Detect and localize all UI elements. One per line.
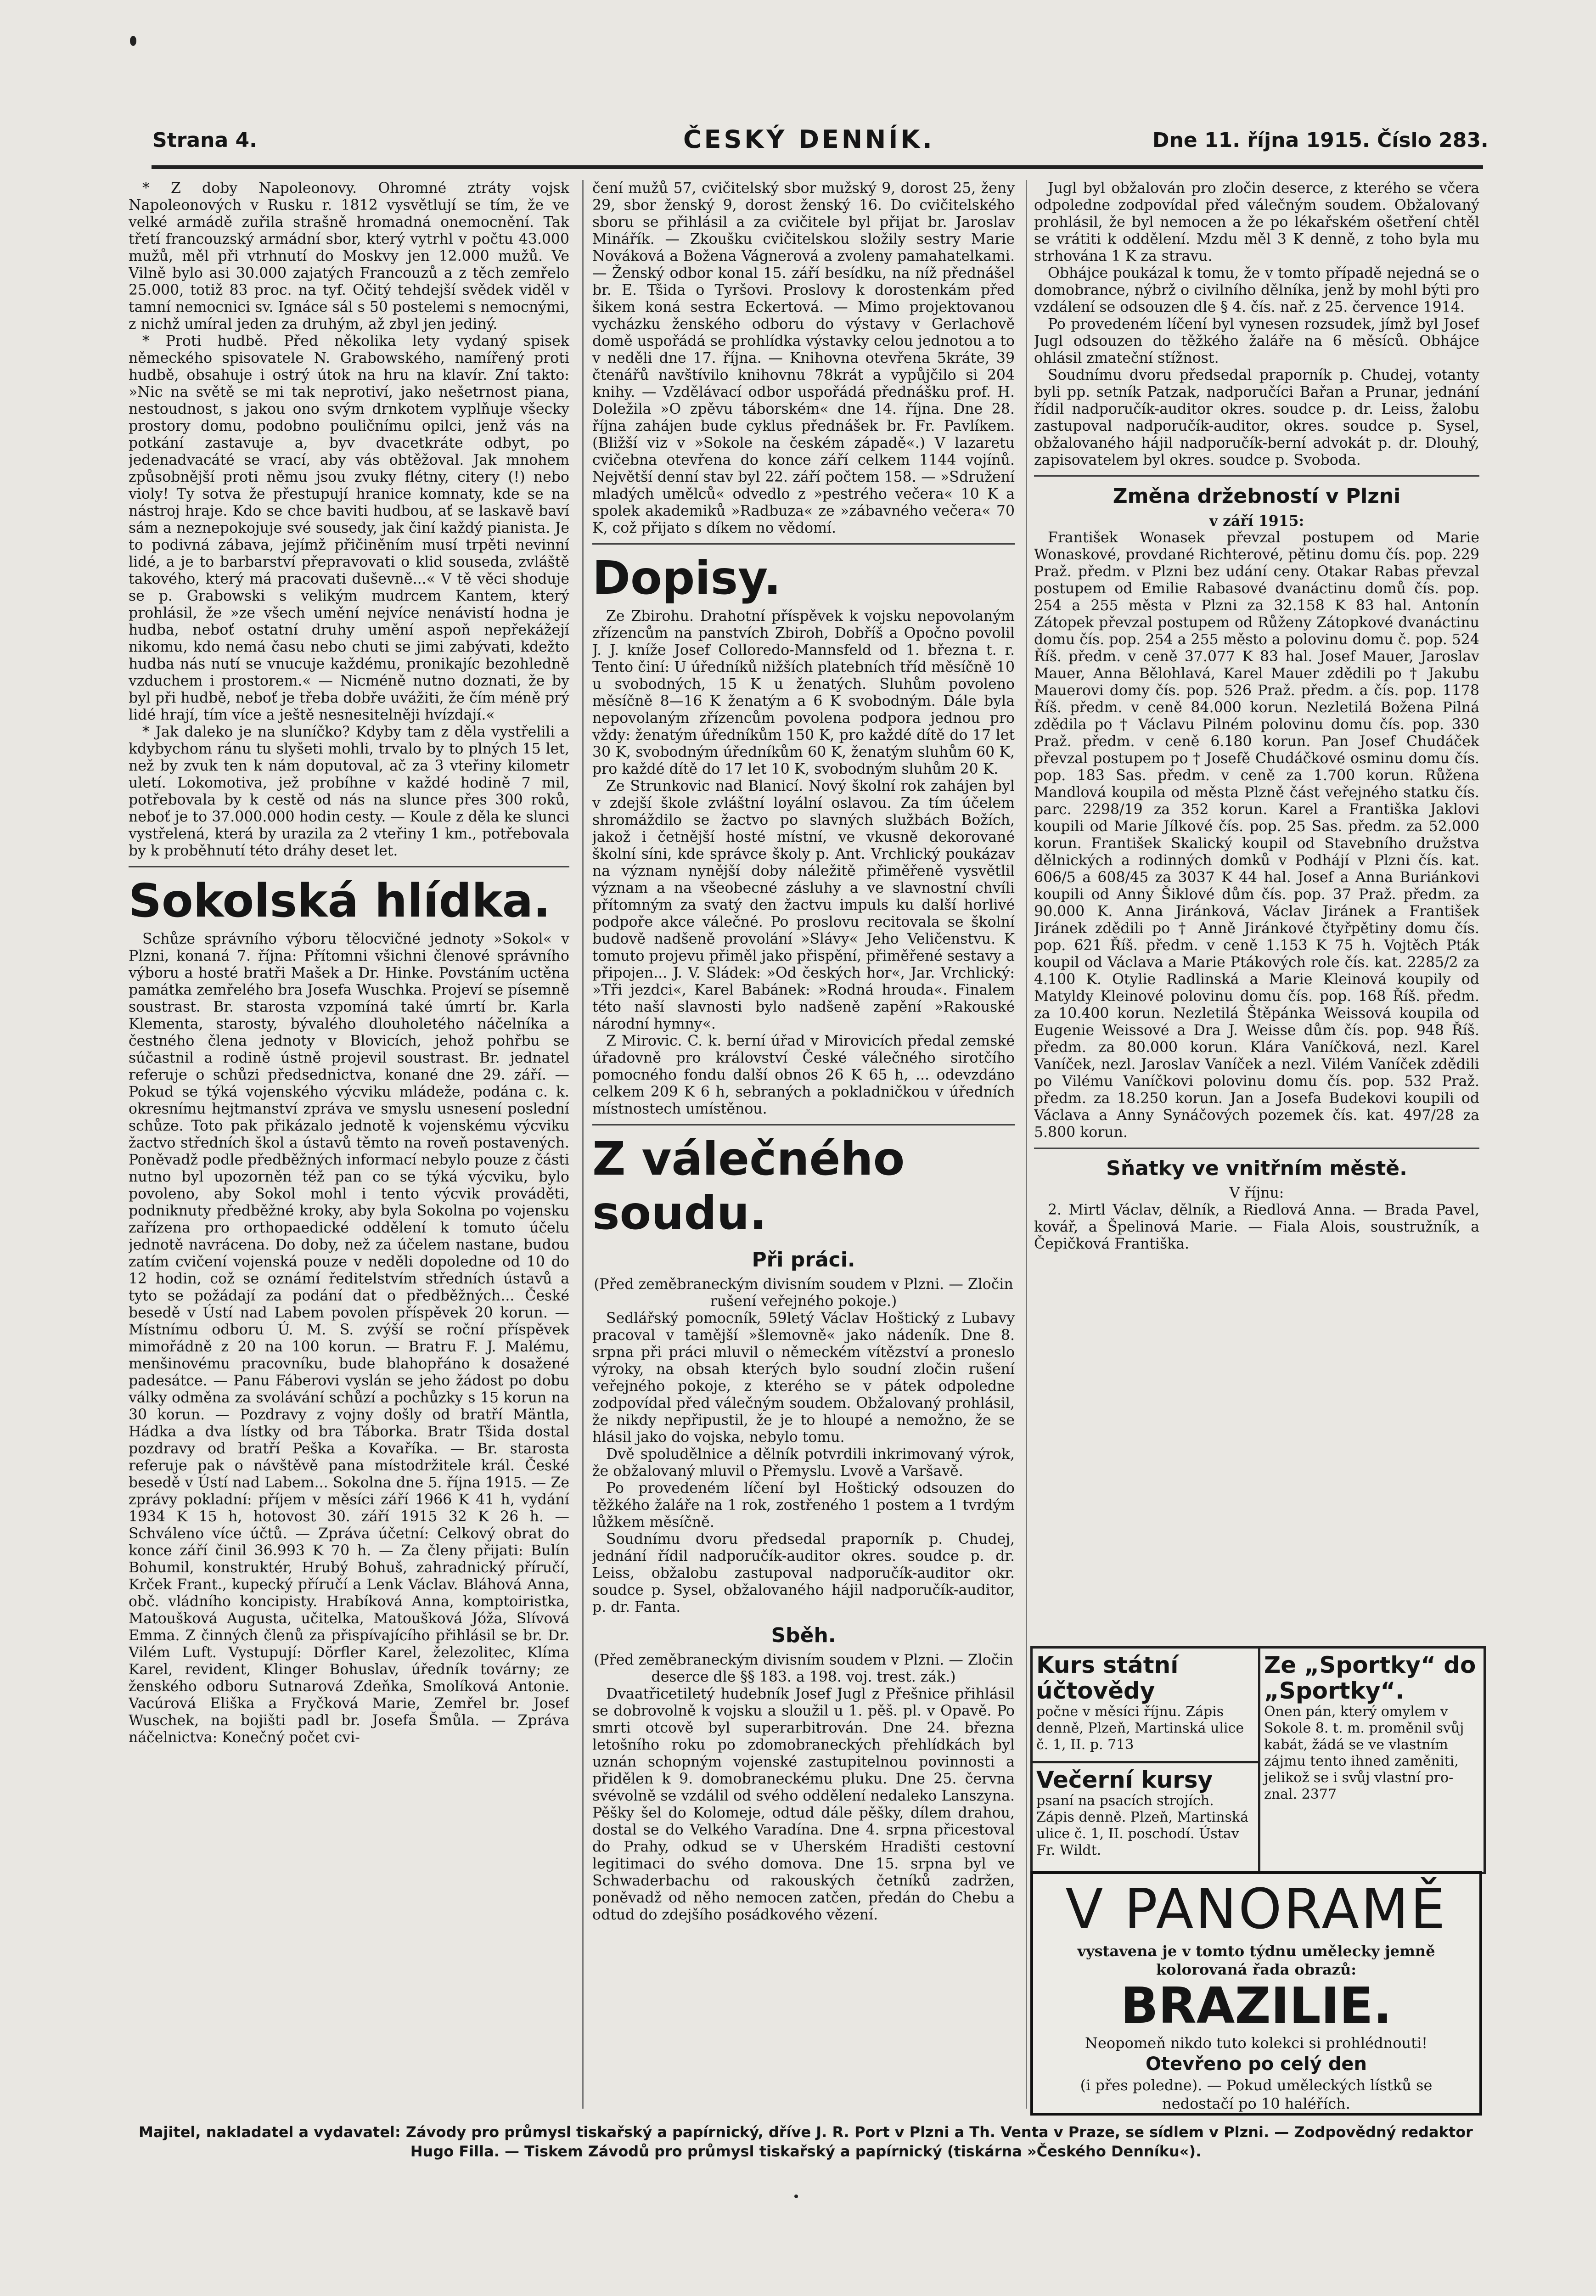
- case-text: Po provedeném líčení byl vynesen rozsudek, jímž byl Josef Jugl odsouzen do těžkého žaláře na 6 měsíců. Obhájce ohlásil zmateční stížnost.: [1034, 316, 1479, 366]
- section-title-valecny-soud: Z válečného soudu.: [592, 1132, 905, 1240]
- imprint-footer: Majitel, nakladatel a vydavatel: Závody pro průmysl tiskařský a papírnický, dříve J. R. Port v Plzni a Th. Venta v Praze, se sídlem v Plzni. — Zodpovědný redaktor Hugo Filla. — Tiskem Závodů pro průmysl tiskařský a papírnický (tiskárna »Českého Denníku«).: [139, 2123, 1473, 2160]
- newspaper-title: ČESKÝ DENNÍK.: [683, 125, 935, 154]
- case-text: Jugl byl obžalován pro zločin deserce, z kterého se včera odpoledne zodpovídal před válečným soudem. Obžalovaný prohlásil, že byl nemocen a že po lékařském ošetření chtěl se vrátiti k oddělení. Mzdu měl 3 K denně, z toho byla mu strhována 1 K za stravu.: [1034, 180, 1479, 264]
- case-note: (Před zeměbraneckým divisním soudem v Plzni. — Zločin deserce dle §§ 183. a 198. voj. trest. zák.): [594, 1652, 1013, 1685]
- article-napoleon: * Z doby Napoleonovy. Ohromné ztráty vojsk Napoleonových v Rusku r. 1812 vysvětlují se tím, že ve velké armádě zuřila strašně hromadná onemocnění. Tak třetí francouzský armádní sbor, který vytrhl v počtu 43.000 mužů, měl při vtrhnutí do Moskvy jen 12.000 mužů. Ve Vilně bylo asi 30.000 zajatých Francouzů a z těch zemřelo 25.000, totiž 83 proc. na tyf. Očitý tehdejší svědek viděl v tamní nemocnici sv. Ignáce sál s 50 postelemi s nemocnými, z nichž umíral jeden za druhým, až zbyl jen jediný.: [129, 180, 569, 332]
- ad-text: Onen pán, který omylem v Sokole 8. t. m. proměnil svůj kabát, žádá se ve vlastním zájmu tento ihned zaměniti, jelikož se i svůj vlastní pro-znal. 2377: [1264, 1704, 1464, 1802]
- section-subtitle: V říjnu:: [1229, 1185, 1284, 1201]
- case-text: Soudnímu dvoru předsedal praporník p. Chudej, votanty byli pp. setník Patzak, nadporučíci Bařan a Prunar, jednání řídil nadporučík-auditor okres. soudce p. dr. Leiss, žalobu zastupoval nadporučík-auditor, okres. soudce p. Sysel, obžalovaného hájil nadporučík-berní advokát p. dr. Dlouhý, zapisovatelem byl okres. soudce p. Svoboda.: [1034, 367, 1479, 468]
- case-note: (Před zeměbraneckým divisním soudem v Plzni. — Zločin rušení veřejného pokoje.): [594, 1276, 1013, 1310]
- case-text: Sedlářský pomocník, 59letý Václav Hoštický z Lubavy pracoval v tamější »šlemovně« jako nádeník. Dne 8. srpna při práci mluvil o německém vítězství a proneslo výroky, na obsah kterých bylo soudní zločin rušení veřejného pokoje, z kterého se v pátek odpoledne zodpovídal před válečným soudem. Obžalovaný prohlásil, že nikdy nepřipustil, že je to hloupé a nemožno, že se hlásil jako do vojska, nebylo tomu.: [592, 1310, 1015, 1446]
- section-subtitle: v září 1915:: [1209, 512, 1304, 529]
- case-title-pri-praci: Při práci.: [752, 1248, 855, 1272]
- case-text: Po provedeném líčení byl Hoštický odsouzen do těžkého žaláře na 1 rok, zostřeného 1 postem a 1 tvrdým lůžkem měsíčně.: [592, 1480, 1015, 1531]
- section-rule: [129, 866, 569, 867]
- ad-number: [1033, 2113, 1479, 2116]
- section-rule: [592, 1124, 1015, 1125]
- header-rule: [152, 165, 1483, 169]
- section-title-snatky: Sňatky ve vnitřním městě.: [1106, 1157, 1407, 1180]
- ad-panorama-text: (i přes poledne). — Pokud uměleckých lístků se nedostačí po 10 haléřích.: [1080, 2077, 1433, 2112]
- issue-date: Dne 11. října 1915. Číslo 283.: [1152, 129, 1489, 152]
- column-1: [129, 180, 569, 2116]
- column-2: [592, 180, 1015, 2116]
- scan-speck: [794, 2195, 798, 2198]
- article-sokol: Schůze správního výboru tělocvičné jednoty »Sokol« v Plzni, konaná 7. října: Přítomni všichni členové správního výboru a hosté bratři Mašek a Dr. Hinke. Povstáním uctěna památka zemřelého bra Josefa Wuschka. Projeví se písemně soustrast. Br. starosta vzpomíná také úmrtí br. Karla Klementa, starosty, bývalého dlouholetého náčelníka a čestného člena jednoty v Blovicích, jehož pohřbu se súčastnil a rodině ústně projevil soustrast. Br. jednatel referuje o schůzi předsednictva, konané dne 29. září. — Pokud se týká vojenského výcviku mládeže, podána c. k. okresnímu hejtmanství zpráva ve smyslu usnesení poslední schůze. Toto pak přikázalo jednotě k vojenskému výcviku žactvo středních škol a ústavů těmto na roveň postavených. Poněvadž podle předběžných informací nebylo pouze z části nutno byl upozorněn též pan co se týká výcviku, bylo povoleno, aby Sokol mohl i tento výcvik prováděti, podniknuty předběžné kroky, aby byla Sokolna po vojensku zařízena pro orthopaedické oddělení k tomuto účelu jednotě navrácena. Do doby, než za účelem nastane, budou zatím cvičení vojenská pouze v neděli dopoledne od 10 do 12 hodin, což se oznámí ředitelstvím středních ústavů a tyto se požádají za podání dat o předběžných... České besedě v Ústí nad Labem povolen příspěvek 20 korun. — Místnímu odboru Ú. M. S. zvýší se roční příspěvek mimořádně z 20 na 100 korun. — Bratru F. J. Malému, menšinovému pracovníku, bude blahopřáno k dosažené padesátce. — Panu Fáberovi vyslán se jeho žádost po dobu války odměna za svolávání schůzí a pochůzky s 15 korun na 30 korun. — Pozdravy z vojny došly od bratří Mäntla, Hádka a dva lístky od bra Táborka. Bratr Tšida dostal pozdravy od bratří Peška a Kovaříka. — Br. starosta referuje pak o návštěvě pana místodržitele král. České besedě v Ústí nad Labem... Sokolna dne 5. října 1915. — Ze zprávy pokladní: příjem v měsíci září 1966 K 41 h, vydání 1934 K 15 h, hotovost 30. září 1915 32 K 26 h. — Schváleno více účtů. — Zpráva účetní: Celkový obrat do konce září činil 36.993 K 70 h. — Za členy přijati: Bulín Bohumil, konstruktér, Hrubý Bohuš, zahradnický příručí, Krček Frant., kupecký příručí a Lenk Václav. Bláhová Anna, obč. vládního koncipisty. Hrabíková Anna, komptoiristka, Matoušková Augusta, učitelka, Matoušková Jóža, Slívová Emma. Z činných členů za přispívajícího přihlásil se br. Dr. Vilém Luft. Vystupují: Dörfler Karel, železolitec, Klíma Karel, revident, Klinger Bohuslav, úředník továrny; ze ženského odboru Sutnarová Zdeňka, Smolíková Antonie. Vacúrová Eliška a Fryčková Marie, Zemřel br. Josef Wuschek, na bojišti padl br. Josefa Šmůla. — Zpráva náčelnictva: Konečný počet cvi-: [129, 931, 569, 1746]
- ad-kurs-uctovedy: [1030, 1646, 1262, 1764]
- ad-text: počne v měsíci říjnu. Zápis denně, Plzeň, Martinská ulice č. 1, II. p. 713: [1036, 1704, 1244, 1753]
- letter-strunkovice: Ze Strunkovic nad Blanicí. Nový školní rok zahájen byl v zdejší škole zvláštní loyální oslavou. Za tím účelem shromáždilo se žactvo po slavných službách Božích, jakož i četnější hosté místní, ve vkusně dekorované školní síni, kde správce školy p. Ant. Vrchlický poukázav na význam nynější doby náležitě přiměřeně vysvětlil význam a na všeobecné zásluhy a ve slavnostní chvíli přítomným za svatý den žactvu impuls ku další horlivé podpoře akce válečné. Po proslovu recitovala se školní budově nadšeně provolání »Slávy« Jeho Veličenstvu. K tomuto projevu přiměl jako přispění, přiměřené sestavy a připojen... J. V. Sládek: »Od českých hor«, Jar. Vrchlický: »Tři jezdci«, Karel Babánek: »Rodná hrouda«. Finalem této naší slavnosti bylo nadšeně zapění »Rakouské národní hymny«.: [592, 778, 1015, 1032]
- section-rule: [1034, 1148, 1479, 1149]
- ad-sportka: [1258, 1646, 1486, 1874]
- ad-panorama-text: vystavena je v tomto týdnu umělecky jemně kolorovaná řada obrazů:: [1077, 1942, 1435, 1978]
- article-sokol-continued: čení mužů 57, cvičitelský sbor mužský 9, dorost 25, ženy 29, sbor ženský 9, dorost ženský 16. Do cvičitelského sboru se přihlásil a za cvičitele byl přijat br. Jaroslav Minářík. — Zkoušku cvičitelskou složily sestry Marie Nováková a Božena Vágnerová a zvoleny pamahatelkami. — Ženský odbor konal 15. září besídku, na níž přednášel br. E. Tšida o Tyršovi. Proslovy k dorostenkám před šikem koná sestra Eckertová. — Mimo projektovanou vycházku ženského odboru do výstavy v Gerlachově domě uspořádá se prohlídka výstavky celou jednotou a to v neděli dne 17. října. — Knihovna otevřena 5kráte, 39 čtenářů navštívilo knihovnu 78krát a vypůjčilo si 204 knihy. — Vzdělávací odbor uspořádá přednášku prof. H. Doležila »O zpěvu táborském« dne 14. října. Dne 28. října zahájen bude cyklus přednášek br. Fr. Pavlíkem. (Bližší viz v »Sokole na českém západě«.) V lazaretu cvičebna otevřena do konce září celkem 1144 vojínů. Největší denní stav byl 22. září počtem 158. — »Sdružení mladých umělců« odvedlo z »pestrého večera« 10 K a spolek akademiků »Radbuza« ze »zábavného večera« 70 K, což přijato s díkem no vědomí.: [592, 180, 1015, 536]
- section-rule: [592, 543, 1015, 545]
- section-title-sokolska-hlidka: Sokolská hlídka.: [129, 874, 551, 928]
- ad-text: psaní na psacích strojích. Zápis denně. Plzeň, Martinská ulice č. 1, II. poschodí. Ústav Fr. Wildt.: [1036, 1793, 1248, 1858]
- case-text: Soudnímu dvoru předsedal praporník p. Chudej, jednání řídil nadporučík-auditor okres. soudce p. dr. Leiss, obžalobu zastupoval nadporučík-auditor okr. soudce p. Sysel, obžalovaného hájil nadporučík-auditor, p. dr. Fanta.: [592, 1531, 1015, 1615]
- column-3: [1034, 180, 1479, 1640]
- property-list: František Wonasek převzal postupem od Marie Wonaskové, provdané Richterové, pětinu domu čís. pop. 229 Praž. předm. v Plzni bez udání ceny. Otakar Rabas převzal postupem od Emilie Rabasové dvanáctinu domů čís. pop. 254 a 255 města v Plzni za 32.158 K 83 hal. Antonín Zátopek převzal postupem od Růženy Zátopkové dvanáctinu domu čís. pop. 254 a 255 město a polovinu domu č. pop. 524 Říš. předm. v ceně 37.077 K 83 hal. Josef Mauer, Jaroslav Mauer, Anna Bělohlavá, Karel Mauer zdědili po † Jakubu Mauerovi domy čís. pop. 526 Praž. předm. a čís. pop. 1178 Říš. předm. v ceně 84.000 korun. Nezletilá Božena Pilná zdědila po † Václavu Pilném polovinu domu čís. pop. 330 Praž. předm. v ceně 6.180 korun. Pan Josef Chudáček převzal postupem po † Josefě Chudáčkové osminu domu čís. pop. 183 Sas. předm. v ceně za 1.700 korun. Růžena Mandlová koupila od města Plzně část veřejného statku čís. parc. 2298/19 za 352 korun. Karel a Františka Jaklovi koupili od Marie Jílkové čís. pop. 25 Sas. předm. za 52.000 korun. František Skalický koupil od Stavebního družstva dělnických a rodinných domků v Podhájí v Plzni čís. kat. 606/5 a 608/45 za 3037 K 44 hal. Josef a Anna Buriánkovi koupili od Anny Šiklové dům čís. pop. 37 Praž. předm. za 90.000 K. Anna Jiránková, Václav Jiránek a František Jiránek zdědili po † Anně Jiránkové čtyřpětiny domu čís. pop. 621 Říš. předm. v ceně 1.153 K 75 h. Vojtěch Pták koupil od Václava a Marie Ptákových role čís. kat. 2285/2 za 4.100 K. Otylie Radlinská a Marie Kleinová koupily od Matyldy Kleinové polovinu domu čís. pop. 168 Říš. předm. za 10.400 korun. Nezletilá Štěpánka Weissová koupila od Eugenie Weissové a Dra J. Weisse dům čís. pop. 948 Říš. předm. za 80.000 korun. Klára Vaníčková, nezl. Karel Vaníček, nezl. Jaroslav Vaníček a nezl. Vilém Vaníček zdědili po Vilému Vaníčkovi polovinu domu čís. pop. 532 Praž. předm. za 18.250 korun. Jan a Josefa Budekovi koupili od Václava a Anny Synáčových pozemek čís. kat. 497/28 za 5.800 korun.: [1034, 529, 1479, 1141]
- marriage-list: 2. Mirtl Václav, dělník, a Riedlová Anna. — Brada Pavel, kovář, a Špelinová Marie. — Fiala Alois, soustružník, a Čepičková Františka.: [1034, 1202, 1479, 1252]
- column-rule: [1026, 180, 1027, 2109]
- ad-panorama-brazilie: BRAZILIE.: [1120, 1977, 1392, 2035]
- ad-panorama-title: V PANORAMĚ: [1065, 1878, 1447, 1941]
- ad-title: Kurs státní účtovědy: [1036, 1652, 1179, 1704]
- section-rule: [1034, 475, 1479, 477]
- ad-panorama-text: Neopomeň nikdo tuto kolekci si prohlédnouti!: [1085, 2034, 1428, 2052]
- letter-mirovice: Z Mirovic. C. k. berní úřad v Mirovicích předal zemské úřadovně pro království České válečného sirotčího pomocného fondu další obnos 26 K 65 h, ... odevzdáno celkem 209 K 6 h, sebraných a pokladničkou v úředních místnostech umístěnou.: [592, 1033, 1015, 1117]
- case-title-sbeh: Sběh.: [771, 1624, 836, 1647]
- ad-title: Ze „Sportky“ do „Sportky“.: [1264, 1652, 1476, 1704]
- column-rule: [582, 180, 584, 2109]
- ad-vecerni-kursy: [1030, 1761, 1262, 1874]
- article-slunicko: * Jak daleko je na sluníčko? Kdyby tam z děla vystřelili a kdybychom ránu tu slyšeti mohli, trvalo by to plných 15 let, než by zvuk ten k nám doputoval, ač za 3 vteřiny kilometr uletí. Lokomotiva, jež probíhne v každé hodině 7 mil, potřebovala by k cestě od nás na slunce přes 300 roků, neboť je to 37.000.000 hodin cesty. — Koule z děla ke slunci vystřelená, která by urazila za 2 vteřiny 1 km., potřebovala by k proběhnutí této dráhy deset let.: [129, 724, 569, 859]
- section-title-dopisy: Dopisy.: [592, 551, 781, 605]
- section-title-zmena-drzebnosti: Změna držebností v Plzni: [1113, 484, 1401, 508]
- scan-speck: [130, 36, 136, 46]
- ad-panorama-open: Otevřeno po celý den: [1146, 2054, 1367, 2075]
- case-text: Dvě spoludělnice a dělník potvrdili inkrimovaný výrok, že obžalovaný mluvil o Přemyslu. Lvově a Varšavě.: [592, 1446, 1015, 1480]
- ad-title: Večerní kursy: [1036, 1767, 1213, 1793]
- case-text: Dvaatřicetiletý hudebník Josef Jugl z Přešnice přihlásil se dobrovolně k vojsku a sloužil u 1. pěš. pl. v Opavě. Po smrti otcově byl superarbitrován. Dne 24. března letošního roku po zdomobraneckých přehlídkách byl uznán schopným vojenské zastupitelnou povinnosti a přidělen k 9. domobraneckému pluku. Dne 25. června svévolně se vzdálil od svého oddělení nedaleko Lanszyna. Pěšky šel do Kolomeje, odtud dále pěšky, dílem drahou, dostal se do Velkého Varadína. Dne 4. srpna přicestoval do Prahy, odkud se v Uherském Hradišti cestovní legitimaci do svého domova. Dne 15. srpna byl ve Schwaderbachu od rakouských četníků zadržen, poněvadž od něho nemocen zatčen, předán do Chebu a odtud do zdejšího posádkového vězení.: [592, 1686, 1015, 1923]
- page-number: Strana 4.: [152, 129, 257, 152]
- article-proti-hudbe: * Proti hudbě. Před několika lety vydaný spisek německého spisovatele N. Grabowského, namířený proti hudbě, obsahuje i ostrý útok na hru na klavír. Zní takto: »Nic na světě se mi tak neprotiví, jako nešetrnost piana, nestoudnost, s jakou ono svým drnkotem vyplňuje všecky prostory domu, podobno pouličnímu opilci, jenž vás na potkání zastavuje a, byv dvacetkráte odbyt, po jedenadvacáté se vrací, aby vás obtěžoval. Jak mnohem způsobnější proti němu jsou zvuky flétny, citery (!) nebo violy! Ty sotva že přestupují hranice komnaty, kde se na nástroj hraje. Kdo se chce baviti hudbou, ať se laskavě baví sám a neznepokojuje své sousedy, jak činí každý pianista. Je to podivná zábava, jejímž přičiněním musí trpěti nevinní lidé, a je to barbarství přepravovati o klid souseda, zvláště takového, který má pracovati duševně...« V tě věci shoduje se p. Grabowski s velikým mudrcem Kantem, který prohlásil, že »ze všech umění nejvíce nenávistí hodna je hudba, neboť ostatní druhy umění aspoň nepřekážejí nikomu, kdo nemá času nebo chuti se jimi zabývati, kdežto hudba nás nutí se vnucuje každému, pronikajíc bezohledně vzduchem i prostorem.« — Nicméně nutno doznati, že by byl při hudbě, neboť je třeba dobře uvážiti, že čím méně prý lidé hrají, tím více a ještě nesnesitelněji hvízdají.«: [129, 333, 569, 723]
- letter-zbiroh: Ze Zbirohu. Drahotní příspěvek k vojsku nepovolaným zřízencům na panstvích Zbiroh, Dobříš a Opočno povolil J. J. kníže Josef Colloredo-Mannsfeld od 1. března t. r. Tento činí: U úředníků nižších platebních tříd měsíčně 10 u svobodných, 15 K u ženatých. Sluhům povoleno měsíčně 8—16 K ženatým a 6 K svobodným. Dále byla nepovolaným zřízencům povolena podpora jednou pro vždy: ženatým úředníkům 150 K, pro každé dítě do 17 let 30 K, svobodným úředníkům 60 K, ženatým sluhům 60 K, pro každé dítě do 17 let 10 K, svobodným sluhům 20 K.: [592, 608, 1015, 777]
- case-text: Obhájce poukázal k tomu, že v tomto případě nejedná se o domobrance, nýbrž o civilního dělníka, jenž by mohl býti pro vzdálení se odsouzen dle § 4. čís. nař. z 25. července 1914.: [1034, 265, 1479, 315]
- ad-panorama: [1030, 1871, 1482, 2116]
